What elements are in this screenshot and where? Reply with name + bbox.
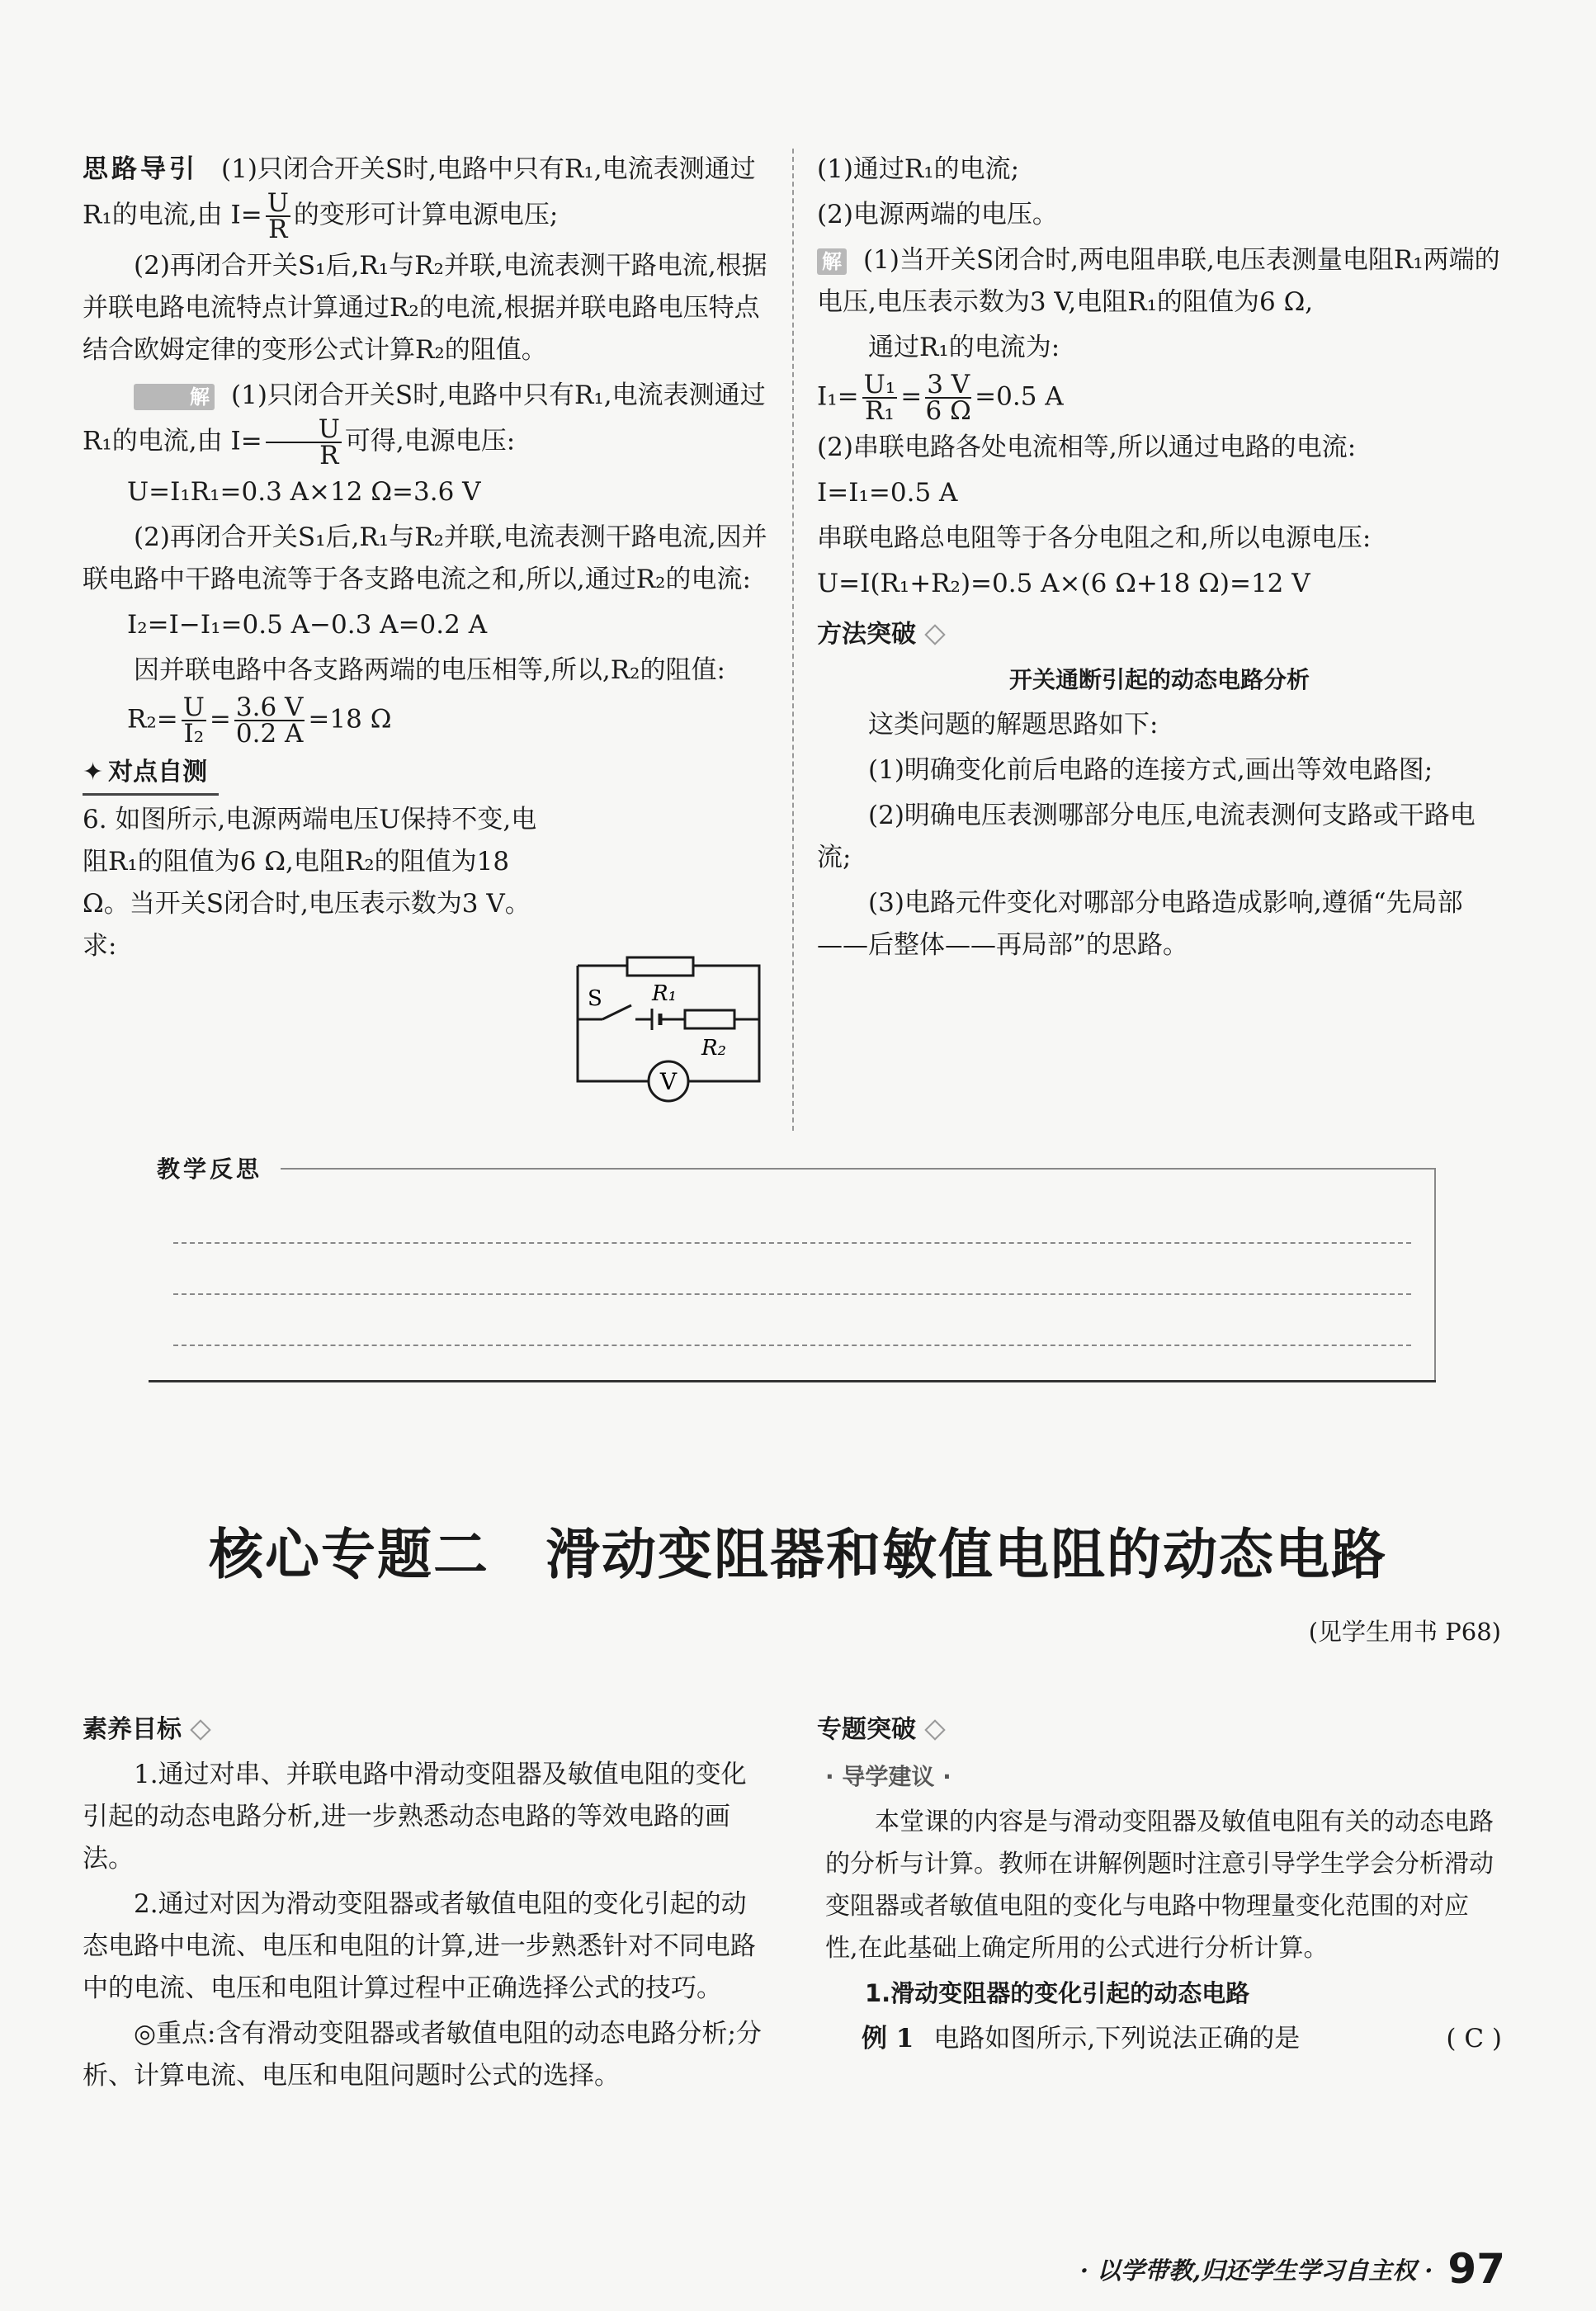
- right-solution-paragraph-2: (2)串联电路各处电流相等,所以通过电路的电流:: [817, 432, 1357, 462]
- eq3-f2-den: 0.2 A: [235, 719, 304, 749]
- topic-title: 核心专题二 滑动变阻器和敏值电阻的动态电路: [209, 1523, 1387, 1586]
- column-divider: [792, 149, 794, 1131]
- goal-1: 1.通过对串、并联电路中滑动变阻器及敏值电阻的变化引起的动态电路分析,进一步熟悉动态电路的等效电路的画法。: [83, 1760, 747, 1874]
- r-eq1-f1-den: R₁: [865, 396, 895, 426]
- equation-voltage: U=I₁R₁=0.3 A×12 Ω=3.6 V: [127, 477, 481, 507]
- hint-frac-den: R: [268, 215, 288, 244]
- method-step-2: (2)明确电压表测哪部分电压,电流表测何支路或干路电流;: [817, 801, 1476, 872]
- example-answer: ( C ): [1446, 2024, 1502, 2053]
- self-test-tag: [83, 751, 219, 796]
- circuit-diagram: [569, 941, 767, 1106]
- goals-head-label: 素养目标: [83, 1715, 182, 1744]
- method-title: 开关通断引起的动态电路分析: [1008, 666, 1310, 693]
- hint-frac-num: U: [267, 188, 289, 218]
- reflection-line-3[interactable]: [173, 1345, 1411, 1346]
- self-test-label: 对点自测: [108, 758, 208, 787]
- hint-paragraph-2: (2)再闭合开关S₁后,R₁与R₂并联,电流表测干路电流,根据并联电路电流特点计算通过R₂的电流,根据并联电路电压特点结合欧姆定律的变形公式计算R₂的阻值。: [83, 251, 767, 365]
- right-solution-paragraph-1: [817, 239, 1502, 324]
- solution-paragraph-2: (2)再闭合开关S₁后,R₁与R₂并联,电流表测干路电流,因并联电路中干路电流等于各支路电流之和,所以,通过R₂的电流:: [83, 522, 767, 594]
- r-eq1-rhs: =0.5 A: [975, 381, 1064, 412]
- r-eq1-f1-num: U₁: [863, 370, 896, 399]
- right-equation-1: I₁= $\frac{\text{U₁}}{\text{R₁}}$ = $\frac{3 V}{6 \Omega}$ =0.5 A: [817, 370, 1064, 426]
- left-top-column: [83, 149, 767, 971]
- right-solution-text-1: (1)当开关S闭合时,两电阻串联,电压表测量电阻R₁两端的电压,电压表示数为3 V,电阻R₁的阻值为6 Ω,: [817, 245, 1500, 317]
- breakthrough-header: [817, 1708, 1502, 1751]
- method-head-label: 方法突破: [817, 620, 916, 649]
- switch-blade: [602, 1005, 631, 1019]
- sol-frac-num: U: [266, 417, 342, 443]
- resistor-r2: [685, 1010, 734, 1028]
- voltmeter-label: V: [659, 1068, 678, 1095]
- sol-frac-den: R: [319, 441, 339, 470]
- diamond-icon: [924, 1719, 945, 1740]
- solution-paragraph-1: [83, 375, 767, 468]
- circuit-wire-left: [578, 966, 648, 1081]
- reflection-line-1[interactable]: [173, 1242, 1411, 1244]
- page-footer: [1080, 2245, 1505, 2293]
- r-eq1-frac-2: [925, 370, 971, 426]
- hint-fraction: [266, 188, 290, 244]
- method-step-3: (3)电路元件变化对哪部分电路造成影响,遵循“先局部——后整体——再局部”的思路。: [817, 888, 1463, 960]
- sub-topic-title: 1.滑动变阻器的变化引起的动态电路: [865, 1979, 1250, 2007]
- reflection-title: 教学反思: [157, 1156, 263, 1183]
- right-equation-2: I=I₁=0.5 A: [817, 478, 958, 508]
- star-icon: ✦: [83, 758, 104, 787]
- right-equation-3: U=I(R₁+R₂)=0.5 A×(6 Ω+18 Ω)=12 V: [817, 569, 1310, 598]
- eq3-f1-den: I₂: [183, 719, 205, 749]
- solution-text-1b: 可得,电源电压:: [344, 426, 516, 456]
- diamond-icon: [924, 624, 945, 645]
- example-label: 例 1: [862, 2024, 914, 2053]
- left-bottom-column: [83, 1708, 767, 2101]
- hint-paragraph-1: [83, 149, 767, 242]
- r-eq1-f2-den: 6 Ω: [925, 396, 971, 426]
- r-eq1-frac-1: [862, 370, 898, 426]
- r2-label: R₂: [701, 1036, 726, 1061]
- method-header: [817, 613, 1502, 655]
- hint-text-1a: (1)只闭合开关S时,电路中只有R₁,电流表测通过R₁的电流,由 I=: [83, 154, 756, 230]
- guide-text: 本堂课的内容是与滑动变阻器及敏值电阻有关的动态电路的分析与计算。教师在讲解例题时注意引导学生学会分析滑动变阻器或者敏值电阻的变化与电路中物理量变化范围的对应性,在此基础上确定所用的公式进行分析计算。: [825, 1808, 1494, 1963]
- method-step-1: (1)明确变化前后电路的连接方式,画出等效电路图;: [868, 755, 1433, 785]
- r-eq1-f2-num: 3 V: [927, 370, 970, 399]
- eq3-frac-1: [182, 692, 206, 749]
- q6-sub-1: (1)通过R₁的电流;: [817, 154, 1020, 184]
- guide-tag: · 导学建议 ·: [825, 1763, 951, 1790]
- eq3-f1-num: U: [182, 692, 205, 722]
- eq3-lhs: R₂=: [127, 704, 178, 735]
- resistor-r1: [627, 957, 693, 976]
- example-1: [817, 2018, 1502, 2060]
- solution-label: 解: [134, 384, 215, 410]
- diamond-icon: [190, 1719, 210, 1740]
- r-eq1-lhs: I₁=: [817, 381, 859, 412]
- goals-header: [83, 1708, 767, 1751]
- reflection-top-line: [281, 1168, 1436, 1170]
- right-solution-text-1b: 通过R₁的电流为:: [868, 333, 1060, 362]
- solution-text-1a: (1)只闭合开关S时,电路中只有R₁,电流表测通过R₁的电流,由 I=: [83, 380, 766, 456]
- topic-reference: (见学生用书 P68): [1308, 1618, 1501, 1646]
- right-solution-label: 解: [817, 248, 847, 275]
- solution-fraction: [266, 414, 342, 470]
- equation-resistance-r2: R₂= $\frac{U}{\text{I₂}}$ = $\frac{3.6 V}{0.2 A}$ =18 Ω: [127, 692, 392, 749]
- footer-motto: · 以学带教,归还学生学习自主权 ·: [1079, 2256, 1433, 2285]
- solution-paragraph-3: 因并联电路中各支路两端的电压相等,所以,R₂的阻值:: [134, 655, 725, 685]
- reflection-right-border: [1434, 1168, 1436, 1380]
- self-test-header: [83, 751, 767, 796]
- switch-label: S: [588, 986, 602, 1011]
- goal-2: 2.通过对因为滑动变阻器或者敏值电阻的变化引起的动态电路中电流、电压和电阻的计算,进一步熟悉针对不同电路中的电流、电压和电阻计算过程中正确选择公式的技巧。: [83, 1889, 756, 2003]
- equation-current-r2: I₂=I−I₁=0.5 A−0.3 A=0.2 A: [127, 610, 488, 640]
- r1-label: R₁: [652, 981, 677, 1006]
- reflection-line-2[interactable]: [173, 1293, 1411, 1295]
- q6-sub-2: (2)电源两端的电压。: [817, 200, 1058, 229]
- method-intro: 这类问题的解题思路如下:: [868, 710, 1159, 740]
- right-solution-paragraph-3: 串联电路总电阻等于各分电阻之和,所以电源电压:: [817, 523, 1372, 553]
- example-text: 电路如图所示,下列说法正确的是: [933, 2024, 1301, 2053]
- eq3-frac-2: [234, 692, 305, 749]
- breakthrough-head-label: 专题突破: [817, 1715, 916, 1744]
- eq3-f2-num: 3.6 V: [235, 692, 304, 722]
- key-point: ◎重点:含有滑动变阻器或者敏值电阻的动态电路分析;分析、计算电流、电压和电阻问题时公式的选择。: [83, 2019, 762, 2091]
- right-bottom-column: [817, 1708, 1502, 2063]
- hint-text-1b: 的变形可计算电源电压;: [293, 200, 559, 230]
- hint-title: 思路导引: [83, 154, 198, 184]
- question-6: 6. 如图所示,电源两端电压U保持不变,电阻R₁的阻值为6 Ω,电阻R₂的阻值为18 Ω。当开关S闭合时,电压表示数为3 V。求:: [83, 805, 537, 961]
- teaching-reflection-box: [149, 1151, 1436, 1382]
- page-number: 97: [1447, 2245, 1505, 2293]
- eq3-rhs: =18 Ω: [308, 704, 392, 735]
- right-top-column: [817, 149, 1502, 970]
